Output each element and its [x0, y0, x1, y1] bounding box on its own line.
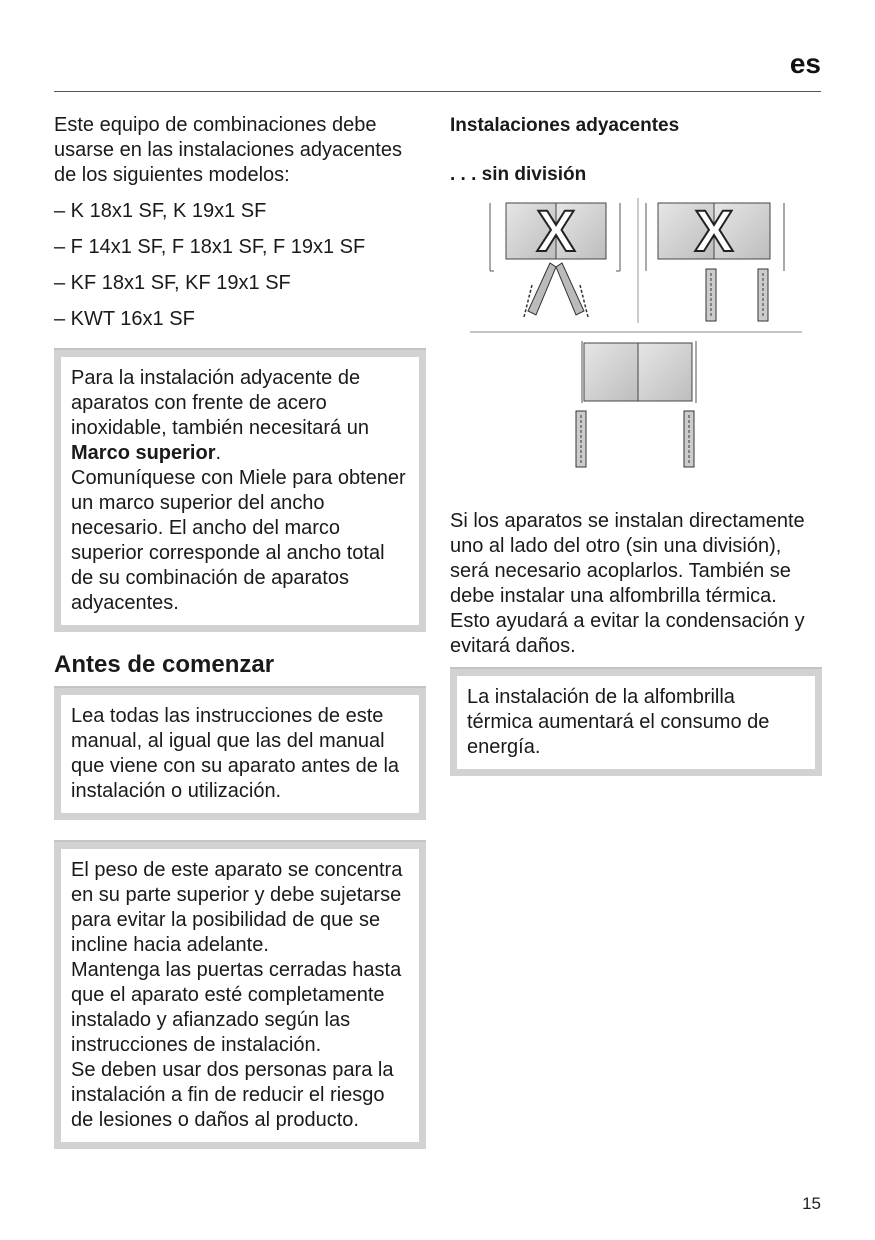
- intro-text: Este equipo de combinaciones debe usarse en las instalaciones adyacentes de los siguientes modelos:: [54, 114, 402, 186]
- section-heading: Antes de comenzar: [54, 651, 275, 678]
- right-column: [450, 113, 822, 776]
- section-subheading: . . . sin división: [450, 164, 587, 185]
- note-read-instructions-text: Lea todas las instrucciones de este manual, al igual que las del manual que viene con su aparato antes de la instalación o utilización.: [71, 705, 400, 802]
- header-rule: [54, 91, 821, 92]
- note-doors-text: Mantenga las puertas cerradas hasta que el aparato esté completamente instalado y afianzado según las instrucciones de instalación.: [71, 959, 402, 1056]
- note-heat-mat-text: La instalación de la alfombrilla térmica aumentará el consumo de energía.: [467, 686, 770, 758]
- diagram-wrong-open-left: [490, 199, 620, 317]
- note-two-persons-text: Se deben usar dos personas para la instalación a fin de reducir el riesgo de lesiones o daños al producto.: [71, 1059, 394, 1131]
- note-top-frame-contact: Comuníquese con Miele para obtener un marco superior del ancho necesario. El ancho del marco superior corresponde al ancho total de su combinación de aparatos adyacentes.: [71, 467, 406, 614]
- body-text: Si los aparatos se instalan directamente uno al lado del otro (sin una división), será necesario acoplarlos. También se debe instalar una alfombrilla térmica. Esto ayudará a evitar la condensación y evitará daños.: [450, 510, 805, 657]
- model-item: – F 14x1 SF, F 18x1 SF, F 19x1 SF: [54, 236, 366, 258]
- cross-mark-icon: X: [536, 199, 576, 264]
- language-code: es: [789, 48, 821, 79]
- note-box-top-frame: [54, 348, 426, 632]
- model-item: – KWT 16x1 SF: [54, 308, 195, 330]
- model-item: – K 18x1 SF, K 19x1 SF: [54, 200, 267, 222]
- note-box-heat-mat: [450, 667, 822, 776]
- note-top-frame-bold: Marco superior: [71, 442, 216, 464]
- left-column: [54, 113, 426, 1149]
- note-top-frame-text: Para la instalación adyacente de aparatos con frente de acero inoxidable, también necesitará un Marco superior.: [71, 367, 369, 464]
- section-heading-adjacent: Instalaciones adyacentes: [450, 115, 680, 136]
- note-box-weight-warning: [54, 840, 426, 1149]
- model-item: – KF 18x1 SF, KF 19x1 SF: [54, 272, 291, 294]
- diagram-wrong-closed-right: [646, 199, 784, 321]
- note-box-read-instructions: [54, 686, 426, 820]
- diagram-correct-adjacent: [576, 341, 696, 467]
- cross-mark-icon: X: [694, 199, 734, 264]
- note-weight-text: El peso de este aparato se concentra en su parte superior y debe sujetarse para evitar la posibilidad de que se incline hacia adelante.: [71, 859, 403, 956]
- installation-diagram: [450, 193, 822, 483]
- page-number: 15: [802, 1194, 821, 1213]
